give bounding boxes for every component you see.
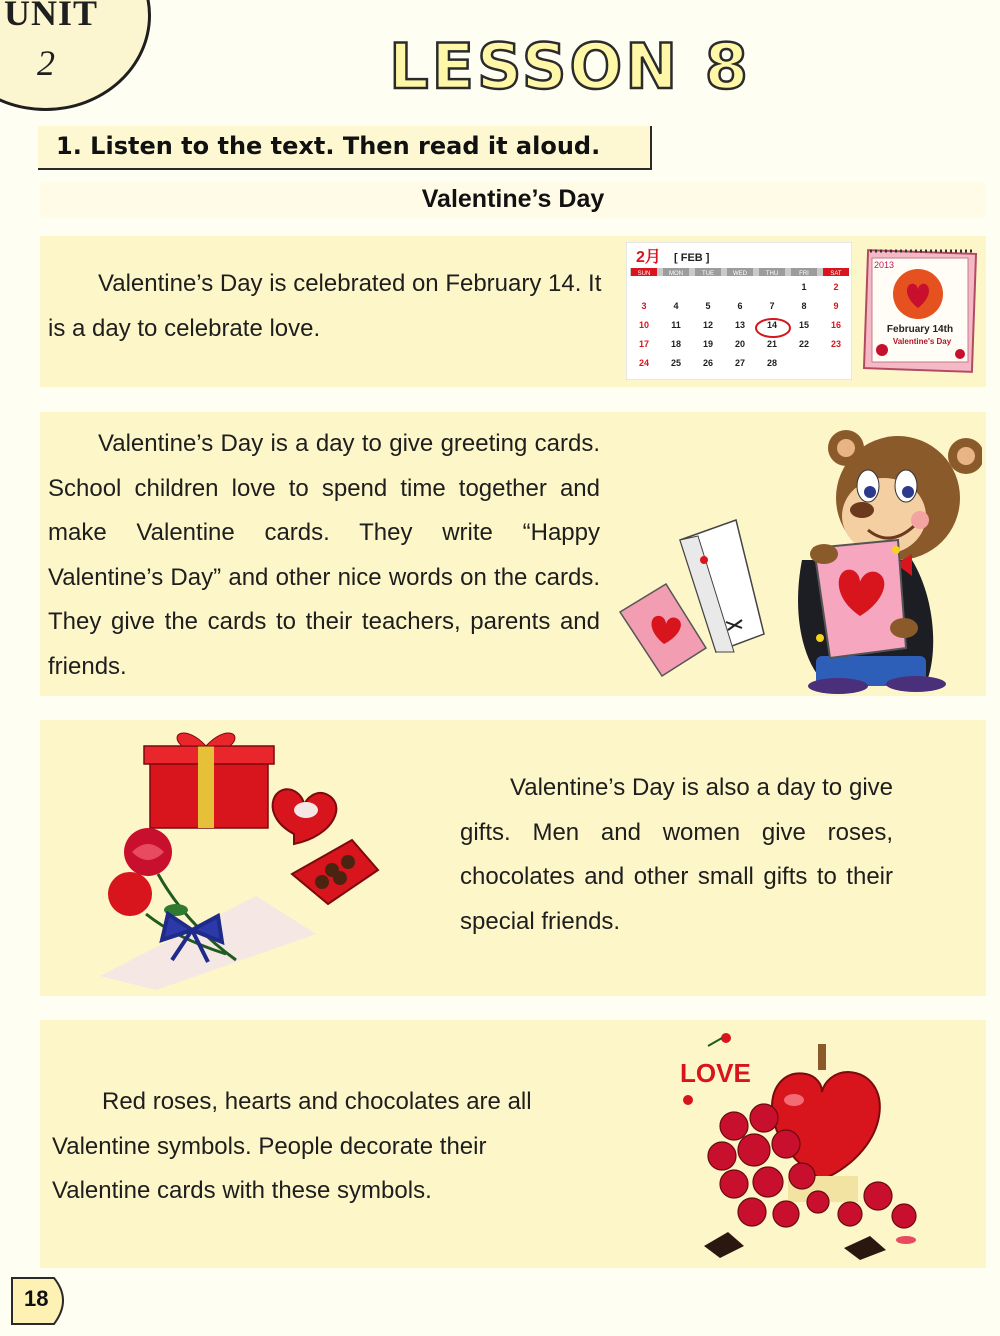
paragraph-4 bbox=[52, 1080, 572, 1214]
page-number: 18 bbox=[24, 1286, 49, 1311]
calendar-weekday-label: SUN bbox=[637, 271, 651, 277]
calendar-day: 13 bbox=[734, 320, 746, 330]
panel-1 bbox=[40, 236, 986, 387]
calendar-illustration bbox=[626, 242, 852, 380]
calendar-day: 20 bbox=[734, 339, 746, 349]
unit-number: 2 bbox=[37, 43, 55, 83]
calendar-day: 7 bbox=[769, 301, 775, 311]
rose-icon bbox=[876, 344, 888, 356]
monkey-with-card-illustration bbox=[616, 416, 982, 694]
calendar-day: 10 bbox=[638, 320, 650, 330]
calendar-day: 11 bbox=[671, 320, 681, 330]
instruction-box bbox=[38, 126, 652, 170]
calendar-day: 19 bbox=[702, 339, 714, 349]
calendar-weekday-label: TUE bbox=[702, 271, 714, 277]
calendar-day: 22 bbox=[798, 339, 810, 349]
lesson-title: LESSON 8 bbox=[389, 30, 751, 103]
panel-3 bbox=[40, 720, 986, 996]
gift-box-icon bbox=[144, 733, 274, 828]
calendar-day: 14 bbox=[766, 320, 778, 330]
calendar-day: 24 bbox=[638, 358, 650, 368]
paragraph-2 bbox=[48, 422, 600, 689]
calendar-day: 12 bbox=[702, 320, 714, 330]
gifts-illustration bbox=[96, 724, 386, 990]
calendar-day: 21 bbox=[766, 339, 778, 349]
paragraph-3 bbox=[460, 766, 893, 944]
paragraph-1-text: Valentine’s Day is celebrated on February 14. It is a day to celebrate love. bbox=[48, 270, 602, 342]
chocolate-box-icon bbox=[273, 789, 378, 904]
paragraph-3-text: Valentine’s Day is also a day to give gifts. Men and women give roses, chocolates and other small gifts to their special friends. bbox=[460, 774, 893, 935]
calendar-weekday-label: WED bbox=[733, 271, 747, 277]
calendar-day: 9 bbox=[833, 301, 839, 311]
calendar-day: 25 bbox=[670, 358, 682, 368]
roses-heart-illustration bbox=[668, 1026, 938, 1262]
calendar-day: 8 bbox=[801, 301, 807, 311]
calendar-weekday-label: MON bbox=[669, 271, 683, 277]
heart-icon bbox=[772, 1044, 880, 1202]
card-caption: Valentine's Day bbox=[892, 337, 952, 346]
calendar-day: 26 bbox=[702, 358, 714, 368]
calendar-day: 5 bbox=[705, 301, 711, 311]
unit-label: UNIT bbox=[4, 0, 99, 33]
calendar-weekday-label: FRI bbox=[799, 271, 809, 277]
pink-card-icon bbox=[620, 584, 706, 676]
valentine-card-illustration bbox=[862, 246, 980, 376]
chocolate-pieces-icon bbox=[704, 1232, 886, 1260]
panel-2 bbox=[40, 412, 986, 696]
card-date: February 14th bbox=[886, 324, 954, 335]
calendar-day: 15 bbox=[798, 320, 810, 330]
calendar-day: 2 bbox=[833, 282, 839, 292]
text-title: Valentine’s Day bbox=[421, 185, 605, 213]
calendar-month: 2月 bbox=[636, 249, 661, 266]
calendar-day: 18 bbox=[670, 339, 682, 349]
calendar-day: 16 bbox=[830, 320, 842, 330]
calendar-month-abbr: [ FEB ] bbox=[674, 252, 710, 264]
calendar-day: 28 bbox=[766, 358, 778, 368]
subtitle-bar bbox=[40, 182, 986, 218]
calendar-weekday-label: THU bbox=[765, 271, 779, 277]
calendar-day: 23 bbox=[830, 339, 842, 349]
paragraph-4-text: Red roses, hearts and chocolates are all Valentine symbols. People decorate their Valentine cards with these symbols. bbox=[52, 1088, 532, 1204]
calendar-weekday-label: SAT bbox=[830, 271, 842, 277]
calendar-weekday-row bbox=[631, 268, 849, 277]
calendar-day: 17 bbox=[638, 339, 650, 349]
paragraph-2-text: Valentine’s Day is a day to give greeting cards. School children love to spend time together and make Valentine cards. They write “Happy Valentine’s Day” and other nice words on the cards. They give the cards to their teachers, parents and friends. bbox=[48, 430, 600, 680]
calendar-day: 27 bbox=[734, 358, 746, 368]
panel-4 bbox=[40, 1020, 986, 1268]
instruction-text: 1. Listen to the text. Then read it aloud. bbox=[56, 132, 601, 160]
card-year: 2013 bbox=[874, 260, 895, 270]
paragraph-1 bbox=[48, 262, 623, 351]
calendar-day: 1 bbox=[801, 282, 807, 292]
calendar-day: 6 bbox=[737, 301, 743, 311]
calendar-day: 3 bbox=[641, 301, 647, 311]
love-label: LOVE bbox=[680, 1058, 751, 1088]
calendar-day: 4 bbox=[673, 301, 679, 311]
